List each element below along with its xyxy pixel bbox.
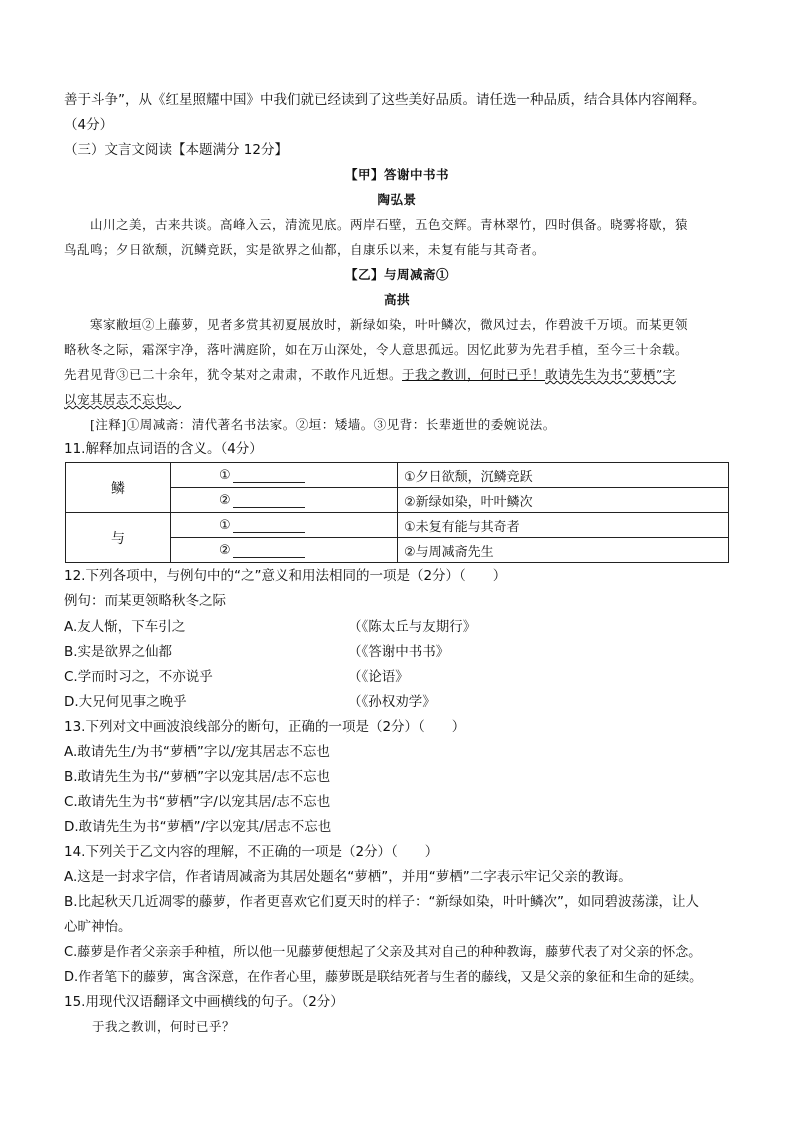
q11-blank-label: ① (219, 467, 231, 483)
q14-option-b[interactable]: B.比起秋天几近凋零的藤萝，作者更喜欢它们夏天时的样子：“新绿如染，叶叶鳞次”，如同碧波荡漾，让人 (64, 894, 700, 910)
q11-example: ①夕日欲颓，沉鳞竞跃 (398, 463, 729, 488)
q14-option-b-cont[interactable]: 心旷神怡。 (64, 919, 132, 935)
q11-table (65, 462, 729, 563)
q10-tail-line: 善于斗争”，从《红星照耀中国》中我们就已经读到了这些美好品质。请任选一种品质，结合具体内容阐释。 (64, 92, 706, 108)
q11-answer-blank[interactable] (171, 538, 398, 563)
q14-option-d[interactable]: D.作者笔下的藤萝，寓含深意，在作者心里，藤萝既是联结死者与生者的藤线，又是父亲的象征和生命的延续。 (64, 970, 703, 985)
textB-underlined-sentence: 于我之教训，何时已乎！ (402, 367, 546, 382)
q11-answer-blank[interactable] (171, 488, 398, 513)
textB-para-line1: 寒家敝垣②上藤萝，见者多赏其初夏展放时，新绿如染，叶叶鳞次，微风过去，作碧波千万顷。而某更领 (90, 317, 689, 332)
q13-option-c[interactable]: C.敢请先生为书“萝栖”字/以宠其居/志不忘也 (64, 794, 331, 810)
textB-notes: [注释]①周减斋：清代著名书法家。②垣：矮墙。③见背：长辈逝世的委婉说法。 (90, 417, 556, 432)
textA-author: 陶弘景 (377, 192, 417, 207)
q15-sentence: 于我之教训，何时已乎？ (92, 1019, 236, 1034)
q11-char-yu: 与 (66, 513, 171, 563)
q11-blank-label: ② (219, 492, 231, 508)
q12-stem: 12.下列各项中，与例句中的“之”意义和用法相同的一项是（2分）（ ） (64, 568, 507, 584)
q12-option-a[interactable]: A.友人惭，下车引之 (64, 619, 186, 635)
textA-para-line1: 山川之美，古来共谈。高峰入云，清流见底。两岸石壁，五色交辉。青林翠竹，四时俱备。晓雾将歇，猿 (90, 217, 689, 232)
q13-stem: 13.下列对文中画波浪线部分的断句，正确的一项是（2分）（ ） (64, 719, 466, 735)
q11-answer-blank[interactable] (171, 513, 398, 538)
q11-blank-label: ② (219, 542, 231, 558)
q12-option-c[interactable]: C.学而时习之，不亦说乎 (64, 669, 213, 685)
q12-option-d[interactable]: D.大兄何见事之晚乎 (64, 694, 187, 710)
q11-row (66, 463, 729, 488)
q13-option-a[interactable]: A.敢请先生/为书“萝栖”字以/宠其居志不忘也 (64, 744, 330, 760)
q12-option-b-source: （《答谢中书书》 (348, 644, 450, 660)
answer-underline[interactable] (233, 545, 305, 558)
q11-example: ①未复有能与其奇者 (398, 513, 729, 538)
textB-para-line2: 略秋冬之际，霜深宇净，落叶满庭阶，如在万山深处，令人意思孤远。因忆此萝为先君手植，至今三十余载。 (64, 342, 689, 357)
q13-option-b[interactable]: B.敢请先生为书/“萝栖”字以宠其居/志不忘也 (64, 769, 331, 785)
q12-option-a-source: （《陈太丘与友期行》 (348, 619, 477, 635)
q12-option-c-source: （《论语》 (348, 669, 409, 685)
q12-example: 例句：而某更领略秋冬之际 (64, 593, 226, 609)
textA-para-line2: 鸟乱鸣；夕日欲颓，沉鳞竞跃，实是欲界之仙都，自康乐以来，未复有能与其奇者。 (64, 242, 546, 257)
q11-blank-label: ① (219, 517, 231, 533)
answer-underline[interactable] (233, 495, 305, 508)
q11-char-lin: 鳞 (66, 463, 171, 513)
textA-title: 【甲】答谢中书书 (344, 167, 449, 182)
q14-option-a[interactable]: A.这是一封求字信，作者请周减斋为其居处题名“萝栖”，并用“萝栖”二字表示牢记父亲的教诲。 (64, 869, 632, 885)
answer-underline[interactable] (233, 520, 305, 533)
q11-row (66, 513, 729, 538)
q12-option-b[interactable]: B.实是欲界之仙都 (64, 644, 173, 660)
answer-underline[interactable] (233, 470, 305, 483)
q14-stem: 14.下列关于乙文内容的理解，不正确的一项是（2分）（ ） (64, 844, 439, 860)
q11-example: ②新绿如染，叶叶鳞次 (398, 488, 729, 513)
textB-wavy-part1: 敢请先生为书“萝栖”字 (545, 367, 676, 382)
q11-stem: 11.解释加点词语的含义。（4分） (64, 441, 263, 457)
q13-option-d[interactable]: D.敢请先生为书“萝栖”/字以宠其/居志不忘也 (64, 819, 332, 835)
q11-example: ②与周减斋先生 (398, 538, 729, 563)
textB-p3-plain: 先君见背③已二十余年，犹令某对之肃肃，不敢作凡近想。 (64, 367, 403, 382)
textB-para-line3 (64, 369, 676, 382)
section3-heading: （三）文言文阅读【本题满分 12分】 (64, 142, 288, 158)
textB-title: 【乙】与周减斋① (344, 267, 449, 282)
textB-wavy-part2: 以宠其居志不忘也。 (64, 392, 182, 407)
q14-option-c[interactable]: C.藤萝是作者父亲亲手种植，所以他一见藤萝便想起了父亲及其对自己的种种教诲，藤萝代表了对父亲的怀念。 (64, 945, 702, 960)
textB-author: 高拱 (383, 292, 410, 307)
q12-option-d-source: （《孙权劝学》 (348, 694, 436, 710)
q10-score: （4分） (64, 117, 114, 133)
q15-stem: 15.用现代汉语翻译文中画横线的句子。（2分） (64, 994, 344, 1010)
q11-answer-blank[interactable] (171, 463, 398, 488)
